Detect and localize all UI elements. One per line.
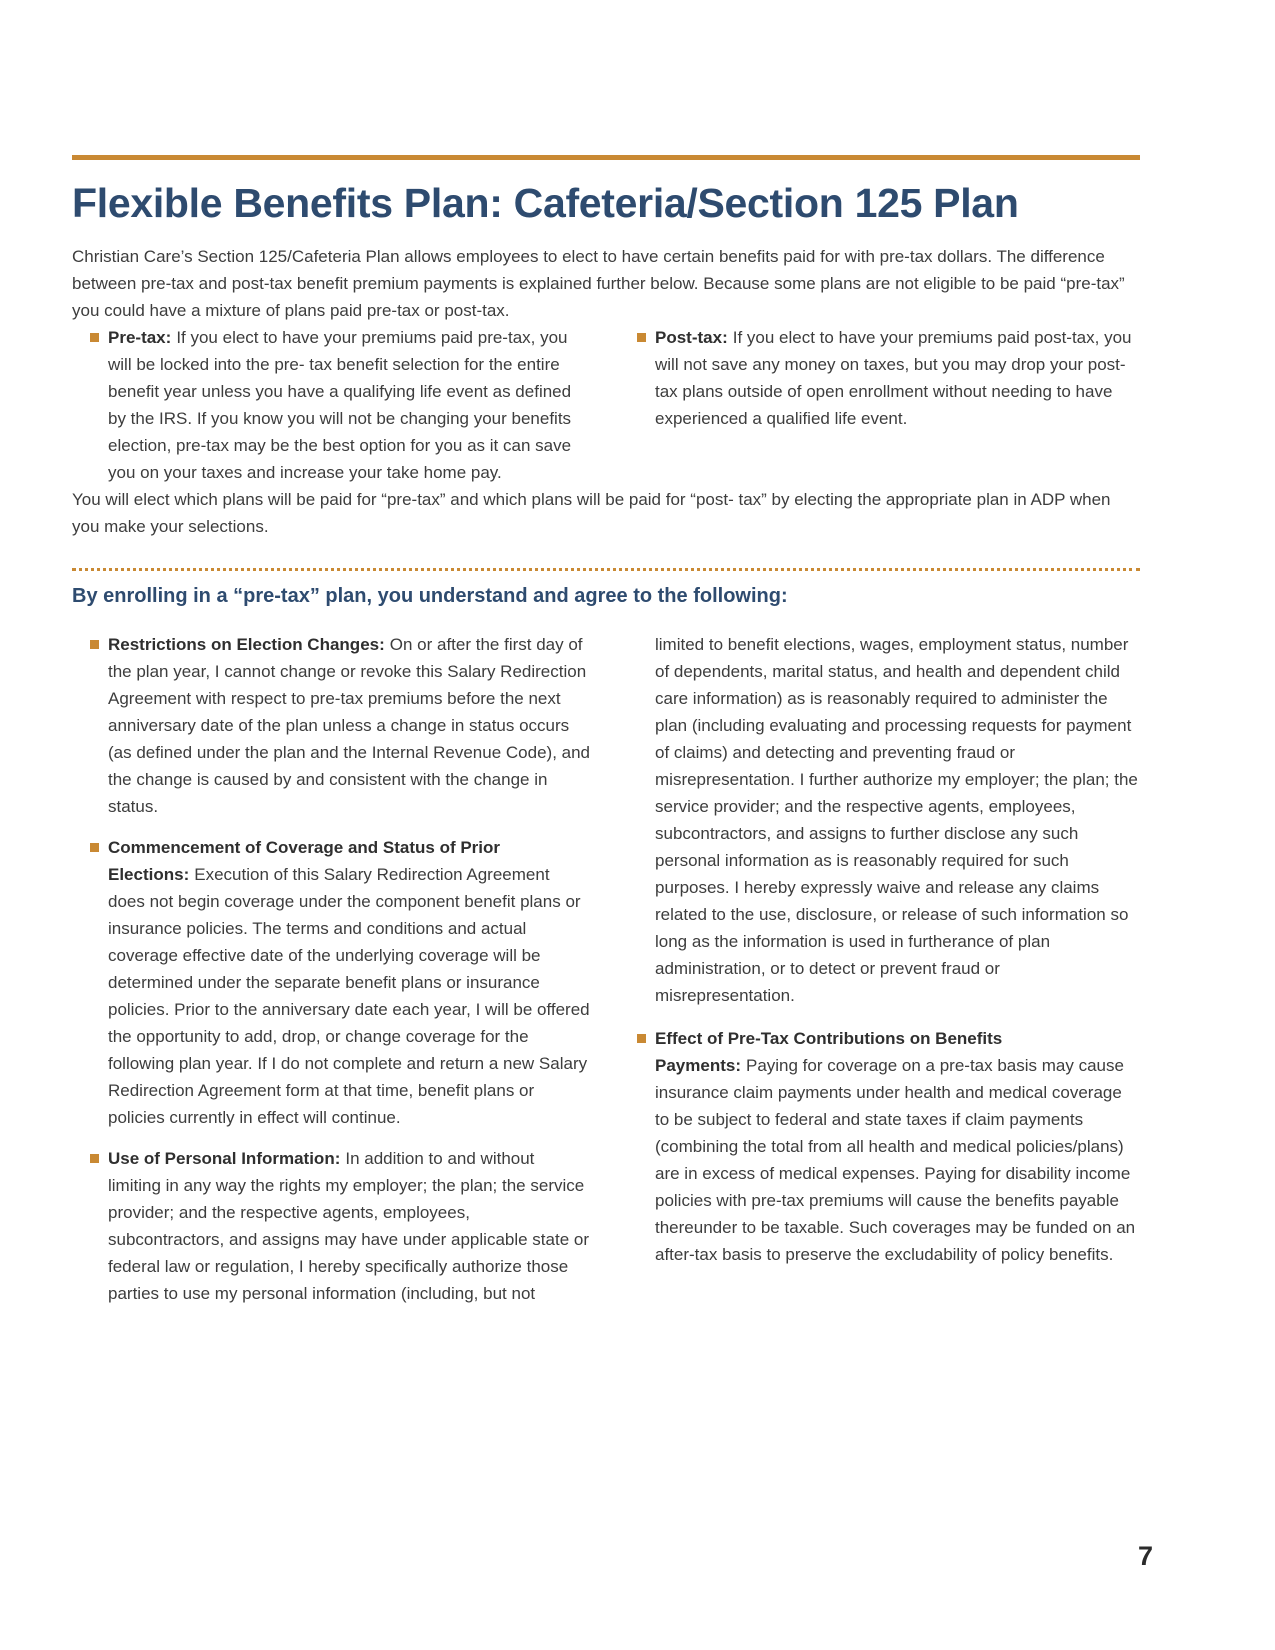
tax-options-columns [90,324,1140,486]
dotted-divider [72,568,1140,571]
bullet-label: Post-tax: [655,328,728,348]
bullet-text: If you elect to have your premiums paid pre-tax, you will be locked into the pre- tax benefit selection for the entire benefit year unless you have a qualifying life event as defined by the IRS. If you know you will not be changing your benefits election, pre-tax may be the best option for you as it can save you on your taxes and increase your take home pay. [108,328,572,483]
agreement-heading: By enrolling in a “pre-tax” plan, you understand and agree to the following: [72,585,788,608]
agreement-left-column [90,631,590,1307]
page-number: 7 [1137,1541,1153,1571]
bullet-label: Use of Personal Information: [108,1149,341,1169]
agreement-right-column [637,631,1140,1307]
bullet-square-icon [90,640,99,649]
agreement-columns [90,631,1140,1307]
bullet-text: If you elect to have your premiums paid post-tax, you will not save any money on taxes, but you may drop your post-tax plans outside of open enrollment without needing to have experienced a qualified life event. [655,328,1132,429]
tax-options-right-column [637,324,1140,486]
bullet-label: Commencement of Coverage and Status of Prior Elections: [108,838,501,885]
bullet-text: Paying for coverage on a pre-tax basis may cause insurance claim payments under health and medical coverage to be subject to federal and state taxes if claim payments (combining the total from all health and medical policies/plans) are in excess of medical expenses. Paying for disability income policies with pre-tax premiums will cause the benefits payable thereunder to be taxable. Such coverages may be funded on an after-tax basis to preserve the excludability of policy benefits. [655,1056,1136,1265]
tax-options-left-column [90,324,590,486]
page-title: Flexible Benefits Plan: Cafeteria/Section 125 Plan [72,180,1019,226]
bullet-square-icon [90,1154,99,1163]
intro-paragraph: Christian Care’s Section 125/Cafeteria Plan allows employees to elect to have certain benefits paid for with pre-tax dollars. The difference between pre-tax and post-tax benefit premium payments is explained further below. Because some plans are not eligible to be paid “pre-tax” you could have a mixture of plans paid pre-tax or post-tax. [72,247,1125,321]
bullet-item-commencement [90,834,590,1131]
bullet-text: In addition to and without limiting in any way the rights my employer; the plan; the service provider; and the respective agents, employees, subcontractors, and assigns may have under applicable state or federal law or regulation, I hereby specifically authorize those parties to use my personal information (including, but not [108,1149,589,1304]
bullet-square-icon [637,1034,646,1043]
bullet-item-posttax [637,324,1140,432]
bullet-item-restrictions [90,631,590,820]
bullet-square-icon [90,333,99,342]
bullet-item-pretax [90,324,590,486]
bullet-text: Execution of this Salary Redirection Agreement does not begin coverage under the component benefit plans or insurance policies. The terms and conditions and actual coverage effective date of the underlying coverage will be determined under the separate benefit plans or insurance policies. Prior to the anniversary date each year, I will be offered the opportunity to add, drop, or change coverage for the following plan year. If I do not complete and return a new Salary Redirection Agreement form at that time, benefit plans or policies currently in effect will continue. [108,865,590,1128]
elect-paragraph: You will elect which plans will be paid for “pre-tax” and which plans will be paid for “post- tax” by electing the appropriate plan in ADP when you make your selections. [72,490,1111,537]
bullet-item-personal-info [90,1145,590,1307]
bullet-label: Effect of Pre-Tax Contributions on Benefits Payments: [655,1029,1003,1076]
bullet-label: Restrictions on Election Changes: [108,635,385,655]
personal-info-continuation: limited to benefit elections, wages, employment status, number of dependents, marital status, and health and dependent child care information) as is reasonably required to administer the plan (including evaluating and processing requests for payment of claims) and detecting and preventing fraud or misrepresentation. I further authorize my employer; the plan; the service provider; and the respective agents, employees, subcontractors, and assigns to further disclose any such personal information as is reasonably required for such purposes. I hereby expressly waive and release any claims related to the use, disclosure, or release of such information so long as the information is used in furtherance of plan administration, or to detect or prevent fraud or misrepresentation. [655,635,1138,1006]
bullet-label: Pre-tax: [108,328,172,348]
accent-rule [72,155,1140,160]
bullet-item-pretax-effect [637,1025,1140,1268]
bullet-text: On or after the first day of the plan year, I cannot change or revoke this Salary Redirection Agreement with respect to pre-tax premiums before the next anniversary date of the plan unless a change in status occurs (as defined under the plan and the Internal Revenue Code), and the change is caused by and consistent with the change in status. [108,635,591,817]
bullet-square-icon [90,843,99,852]
bullet-square-icon [637,333,646,342]
